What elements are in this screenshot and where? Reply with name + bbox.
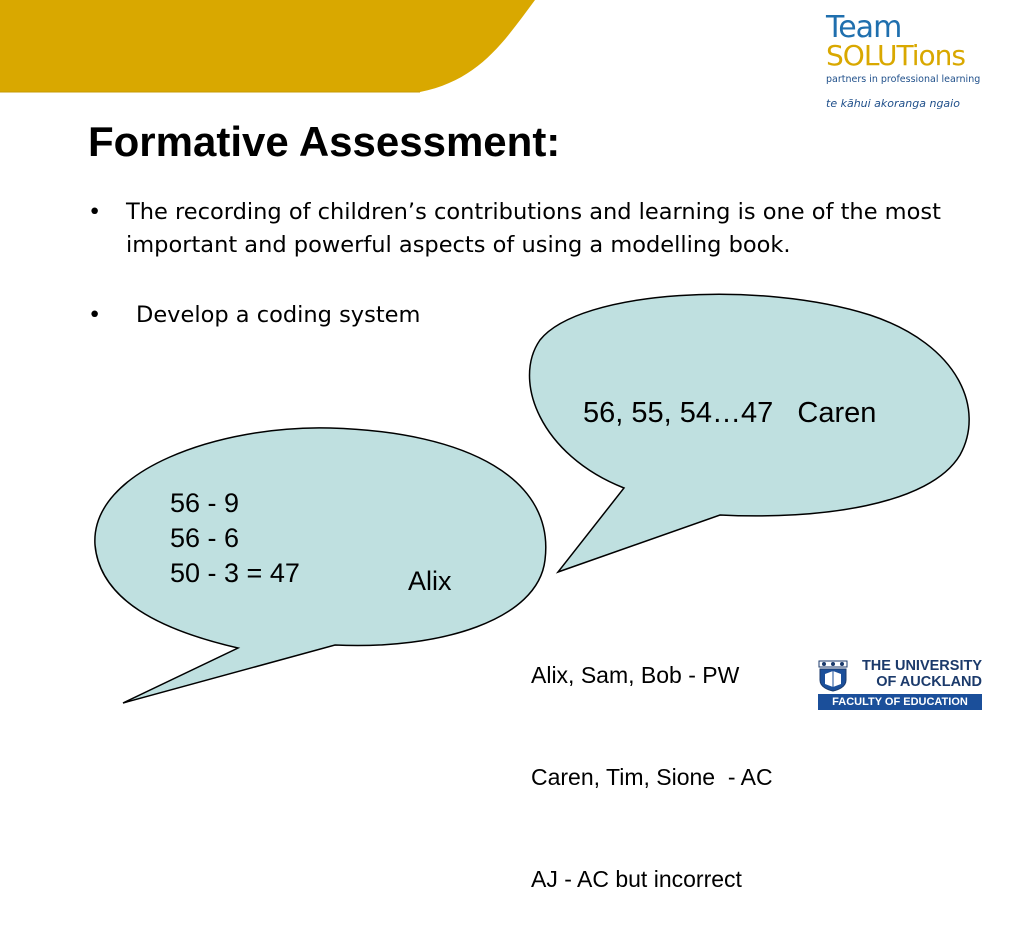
bubble-left-line: 56 - 9 <box>170 488 240 518</box>
bullet-marker: • <box>88 199 102 225</box>
university-name-line1: THE UNIVERSITY <box>861 658 982 674</box>
bubble-left-lines <box>170 486 300 591</box>
faculty-banner: FACULTY OF EDUCATION <box>818 694 982 710</box>
note-line: AJ - AC but incorrect <box>531 866 742 892</box>
coding-notes <box>531 590 773 930</box>
logo-team-word: Team <box>826 10 902 45</box>
slide-title: Formative Assessment: <box>88 118 561 165</box>
logo-maori-tagline: te kāhui akoranga ngaio <box>826 97 960 110</box>
bubble-left-line: 50 - 3 = 47 <box>170 558 300 588</box>
university-of-auckland-logo <box>818 658 982 710</box>
speech-bubble-right <box>530 294 970 572</box>
bubble-right-text: 56, 55, 54…47 Caren <box>583 397 877 429</box>
logo-solutions-word: SOLUTions <box>826 39 965 72</box>
speech-bubble-left <box>95 428 546 703</box>
university-name-line2: OF AUCKLAND <box>876 674 982 690</box>
bullet-text: Develop a coding system <box>136 302 421 328</box>
bullet-text: The recording of children’s contributions and learning is one of the most important and powerful aspects of using a modelling book. <box>126 199 941 258</box>
logo-tagline: partners in professional learning <box>826 74 981 85</box>
bubble-left-name: Alix <box>408 566 452 596</box>
crest-icon <box>818 660 848 692</box>
bubble-left-line: 56 - 6 <box>170 523 240 553</box>
university-name <box>852 658 982 690</box>
bullet-marker: • <box>88 302 102 328</box>
note-line: Caren, Tim, Sione - AC <box>531 764 773 790</box>
note-line: Alix, Sam, Bob - PW <box>531 662 740 688</box>
